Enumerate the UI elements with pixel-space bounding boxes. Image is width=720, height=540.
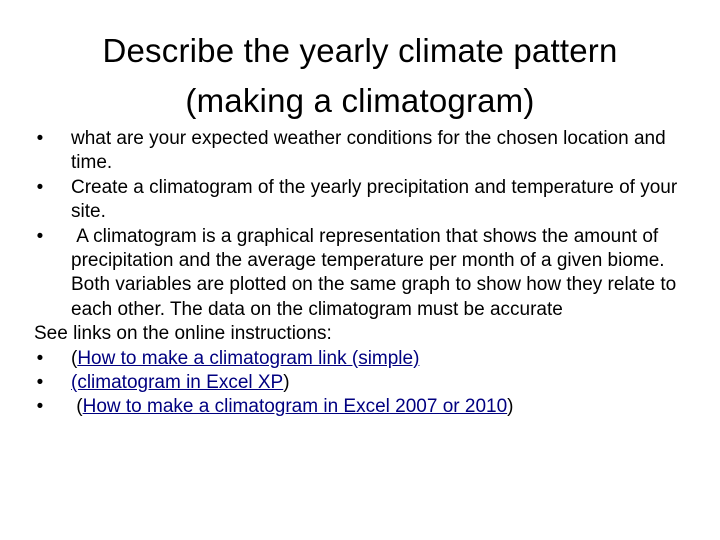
bullet-item	[34, 176, 694, 225]
link-climatogram-excel-2007-2010[interactable]: How to make a climatogram in Excel 2007 or 2010	[82, 396, 508, 418]
link-close-paren: )	[507, 396, 514, 418]
bullet-text: A climatogram is a graphical representation that shows the amount of precipitation and the average temperature per month of a given biome. Both variables are plotted on the same graph to show how they relate to each other. The data on the climatogram must be accurate	[71, 225, 682, 320]
bullet-text: Create a climatogram of the yearly precipitation and temperature of your site.	[71, 176, 678, 223]
title-line-2: (making a climatogram)	[185, 82, 535, 119]
bullet-dot: •	[36, 347, 44, 369]
link-climatogram-excel-xp[interactable]: (climatogram in Excel XP	[71, 372, 284, 394]
bullet-dot: •	[36, 176, 44, 198]
slide-body	[34, 127, 694, 420]
slide-title	[40, 26, 680, 126]
bullet-item	[34, 127, 694, 176]
link-item	[34, 347, 694, 371]
link-item	[34, 371, 694, 395]
bullet-dot: •	[36, 396, 44, 418]
link-simple-climatogram[interactable]: How to make a climatogram link (simple)	[77, 347, 420, 369]
link-close-paren: )	[283, 372, 290, 394]
bullet-dot: •	[36, 225, 44, 247]
links-intro: See links on the online instructions:	[34, 323, 332, 345]
link-open-paren: (	[71, 347, 78, 369]
bullet-dot: •	[36, 128, 44, 149]
link-item	[34, 395, 694, 419]
title-line-1: Describe the yearly climate pattern	[102, 32, 618, 69]
link-open-paren: (	[71, 396, 83, 418]
bullet-dot: •	[36, 372, 44, 394]
bullet-item	[34, 225, 694, 323]
bullet-text: what are your expected weather conditions for the chosen location and time.	[71, 128, 666, 174]
